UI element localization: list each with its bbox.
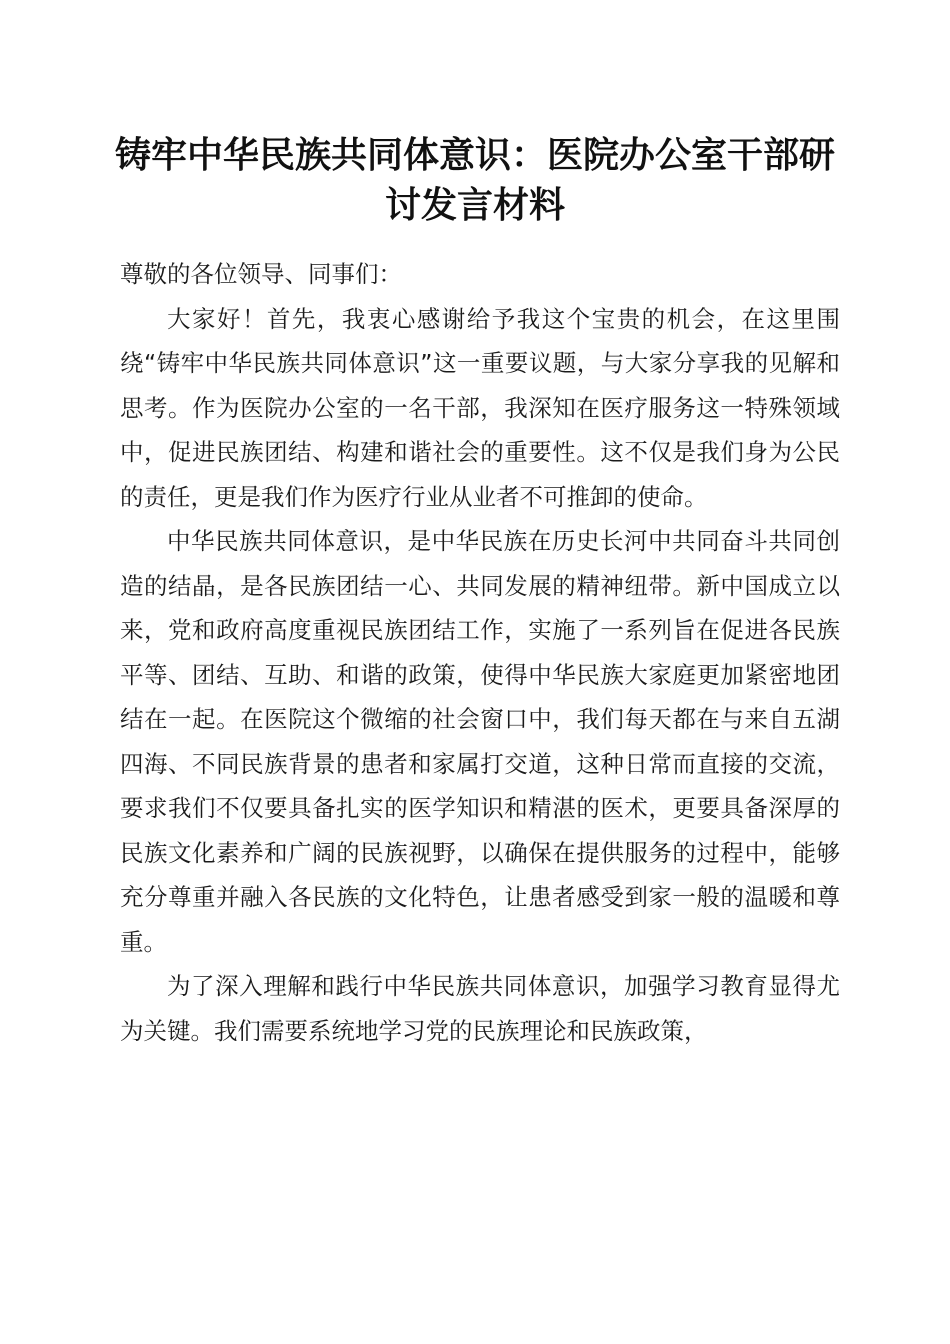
document-body	[120, 252, 840, 1053]
salutation: 尊敬的各位领导、同事们：	[120, 260, 402, 288]
document-title	[110, 130, 840, 230]
paragraph: 大家好！首先，我衷心感谢给予我这个宝贵的机会，在这里围绕“铸牢中华民族共同体意识”这一重要议题，与大家分享我的见解和思考。作为医院办公室的一名干部，我深知在医疗服务这一特殊领域中，促进民族团结、构建和谐社会的重要性。这不仅是我们身为公民的责任，更是我们作为医疗行业从业者不可推卸的使命。	[120, 304, 840, 511]
title-line-2: 讨发言材料	[384, 184, 565, 226]
title-line-1: 铸牢中华民族共同体意识：医院办公室干部研	[114, 134, 835, 176]
paragraph: 中华民族共同体意识，是中华民族在历史长河中共同奋斗共同创造的结晶，是各民族团结一心、共同发展的精神纽带。新中国成立以来，党和政府高度重视民族团结工作，实施了一系列旨在促进各民族平等、团结、互助、和谐的政策，使得中华民族大家庭更加紧密地团结在一起。在医院这个微缩的社会窗口中，我们每天都在与来自五湖四海、不同民族背景的患者和家属打交道，这种日常而直接的交流，要求我们不仅要具备扎实的医学知识和精湛的医术，更要具备深厚的民族文化素养和广阔的民族视野，以确保在提供服务的过程中，能够充分尊重并融入各民族的文化特色，让患者感受到家一般的温暖和尊重。	[120, 527, 840, 956]
paragraph: 为了深入理解和践行中华民族共同体意识，加强学习教育显得尤为关键。我们需要系统地学习党的民族理论和民族政策，	[120, 972, 840, 1045]
